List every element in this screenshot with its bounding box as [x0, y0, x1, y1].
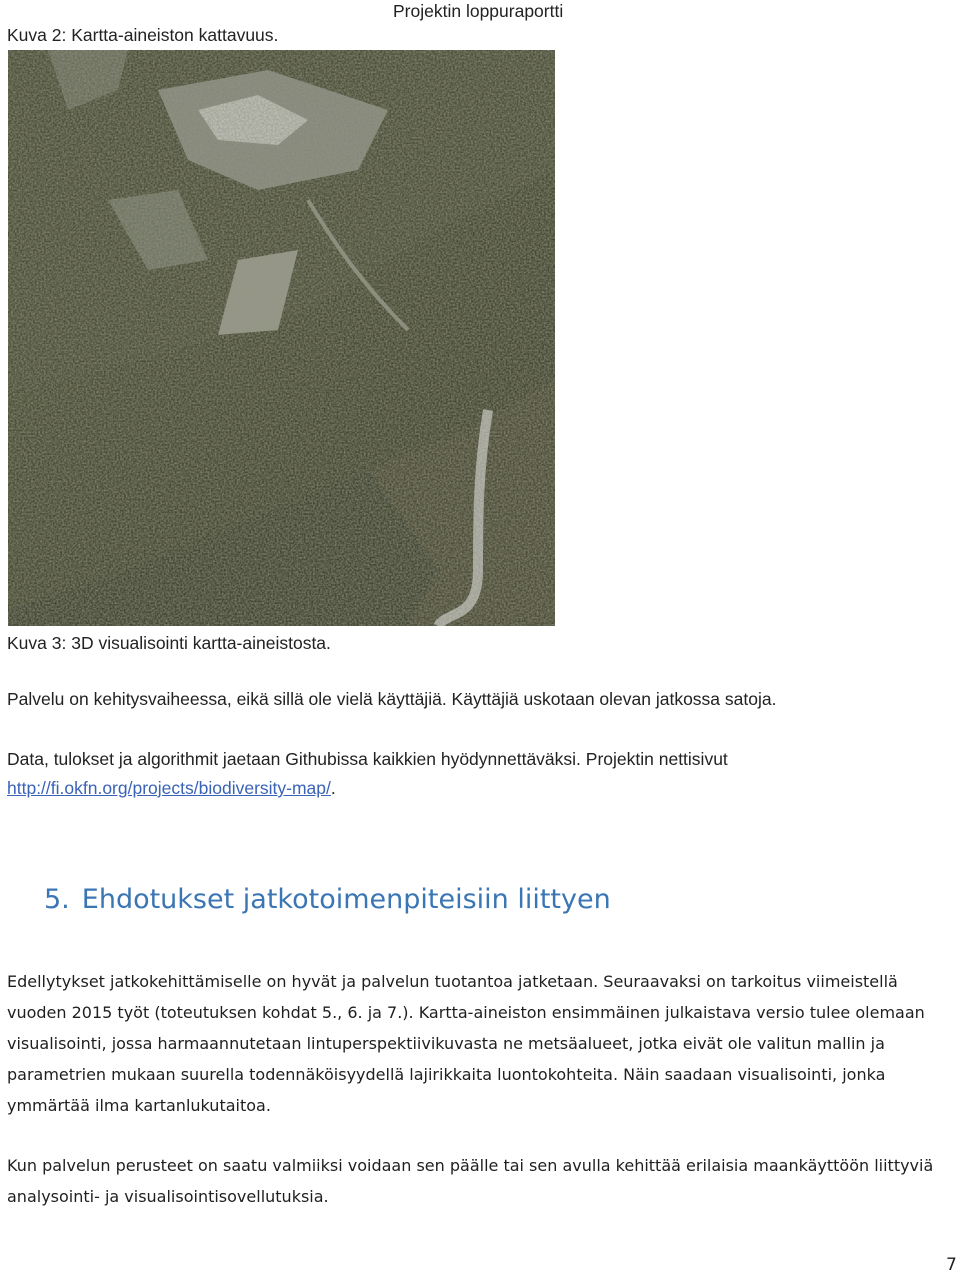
- paragraph-data-sharing: [7, 745, 728, 803]
- paragraph-usage: Palvelu on kehitysvaiheessa, eikä sillä ole vielä käyttäjiä. Käyttäjiä uskotaan olevan jatkossa satoja.: [7, 689, 777, 709]
- paragraph-end: .: [330, 778, 336, 798]
- section-title: Ehdotukset jatkotoimenpiteisiin liittyen: [81, 884, 611, 915]
- section-heading: [44, 884, 611, 915]
- project-website-link[interactable]: http://fi.okfn.org/projects/biodiversity-map/: [7, 778, 331, 798]
- page-header: Projektin loppuraportti: [393, 1, 564, 21]
- paragraph-text: Data, tulokset ja algorithmit jaetaan Githubissa kaikkien hyödynnettäväksi. Projektin nettisivut: [7, 749, 728, 769]
- section-paragraph-1: Edellytykset jatkokehittämiselle on hyvät ja palvelun tuotantoa jatketaan. Seuraavaksi on tarkoitus viimeistellä vuoden 2015 työt (toteutuksen kohdat 5., 6. ja 7.). Kartta-aineiston ensimmäinen julkaistava versio tulee olemaan visualisointi, jossa harmaannutetaan lintuperspektiivikuvasta ne metsäalueet, jotka eivät ole valitun mallin ja parametrien mukaan suurella todennäköisyydellä lajirikkaita luontokohteita. Näin saadaan visualisointi, jonka ymmärtää ilma kartanlukutaitoa.: [7, 972, 925, 1115]
- section-paragraph-2: Kun palvelun perusteet on saatu valmiiksi voidaan sen päälle tai sen avulla kehittää erilaisia maankäyttöön liittyviä analysointi- ja visualisointisovellutuksia.: [7, 1156, 934, 1206]
- figure-2-caption: Kuva 2: Kartta-aineiston kattavuus.: [7, 25, 279, 45]
- page-number: 7: [946, 1255, 957, 1275]
- aerial-3d-visualization-image: [8, 50, 555, 626]
- figure-3-caption: Kuva 3: 3D visualisointi kartta-aineistosta.: [7, 633, 331, 653]
- section-number: 5.: [44, 884, 70, 915]
